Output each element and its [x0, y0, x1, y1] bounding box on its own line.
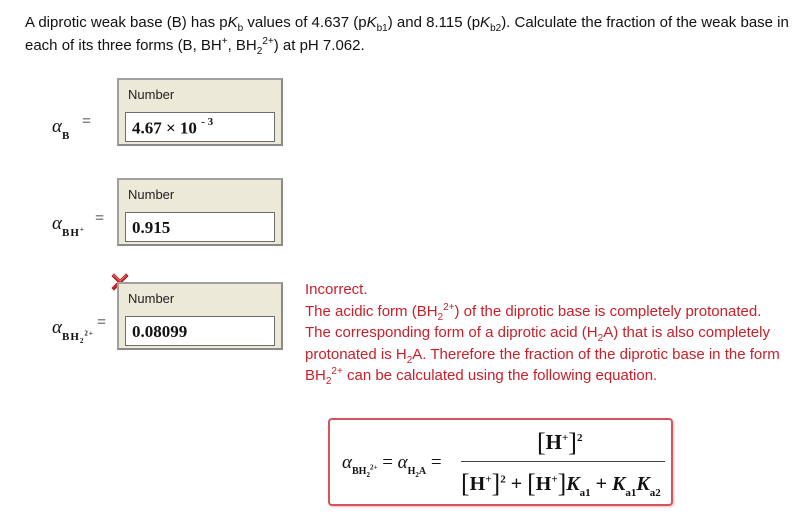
- sub2-text: 2: [366, 471, 370, 479]
- alpha-symbol: α: [397, 452, 408, 473]
- label-subscript: B: [61, 130, 71, 142]
- lhs2-subscript: [408, 466, 427, 477]
- lhs1-subscript: [351, 463, 378, 479]
- sup-text: 2+: [369, 463, 378, 472]
- value-times-ten: × 10: [166, 118, 197, 138]
- feedback-panel: [305, 279, 785, 387]
- alpha-bh2-input[interactable]: 0.08099: [125, 316, 275, 346]
- equals-sign: =: [82, 113, 92, 130]
- sub2-text: 2: [79, 337, 85, 346]
- formula-numerator: $[H^+]^2$: [537, 428, 583, 457]
- number-caption: Number: [128, 291, 175, 306]
- label-subscript: [62, 227, 85, 239]
- feedback-title: Incorrect.: [305, 281, 368, 298]
- alpha-b-label: [52, 113, 92, 142]
- sup-text: +: [79, 225, 85, 234]
- alpha-bh-label: [52, 210, 105, 239]
- formula-box: [328, 418, 673, 506]
- value-mantissa: 4.67: [132, 118, 162, 138]
- answer-box-alpha-bh: [117, 178, 283, 246]
- answer-box-alpha-b: [117, 78, 283, 146]
- alpha-symbol: α: [52, 213, 62, 234]
- answer-box-alpha-bh2: [117, 282, 283, 350]
- sub3-text: A: [418, 466, 427, 477]
- sup-text: 2+: [84, 329, 94, 338]
- alpha-symbol: α: [52, 317, 62, 338]
- number-caption: Number: [128, 87, 175, 102]
- alpha-bh-input[interactable]: 0.915: [125, 212, 275, 242]
- alpha-symbol: α: [52, 116, 62, 137]
- formula-lhs: [342, 452, 442, 479]
- question-text: A diprotic weak base (B) has $pK_b$ values of 4.637 $(pK_{b1})$ and 8.115 $(pK_{b2})$. Calculate the fraction of the weak base in each of its three forms (B, BH+, $BH_2^{2+}$) at pH 7.062.: [25, 14, 789, 57]
- sub-text: H: [407, 466, 416, 477]
- feedback-body: The acidic form $(BH_2^{2+})$ of the diprotic base is completely protonated. The corresponding form of a diprotic acid $(H_2A)$ that is also completely protonated is $H_2A$. Therefore the fraction of the diprotic base in the form $BH_2^{2+}$ can be calculated using the following equation.: [305, 301, 780, 387]
- number-caption: Number: [128, 187, 175, 202]
- value-exponent: - 3: [201, 116, 214, 128]
- sub2-text: 2: [415, 471, 419, 479]
- equals-sign: =: [97, 314, 107, 331]
- alpha-b-input[interactable]: [125, 112, 275, 142]
- fraction-bar: [461, 461, 665, 462]
- formula-denominator: $[H^+]^2 + [H^+]K_{a1} + K_{a1}K_{a2}$: [461, 469, 661, 499]
- sub-text: BH: [61, 227, 80, 239]
- equals-sign: =: [95, 210, 105, 227]
- equals-sign: =: [430, 452, 442, 473]
- sub-text: BH: [351, 466, 367, 477]
- label-subscript: [61, 329, 94, 346]
- alpha-symbol: α: [342, 452, 352, 473]
- sub-text: BH: [61, 331, 80, 343]
- alpha-bh2-label: [52, 314, 107, 346]
- equals-sign: =: [382, 452, 393, 473]
